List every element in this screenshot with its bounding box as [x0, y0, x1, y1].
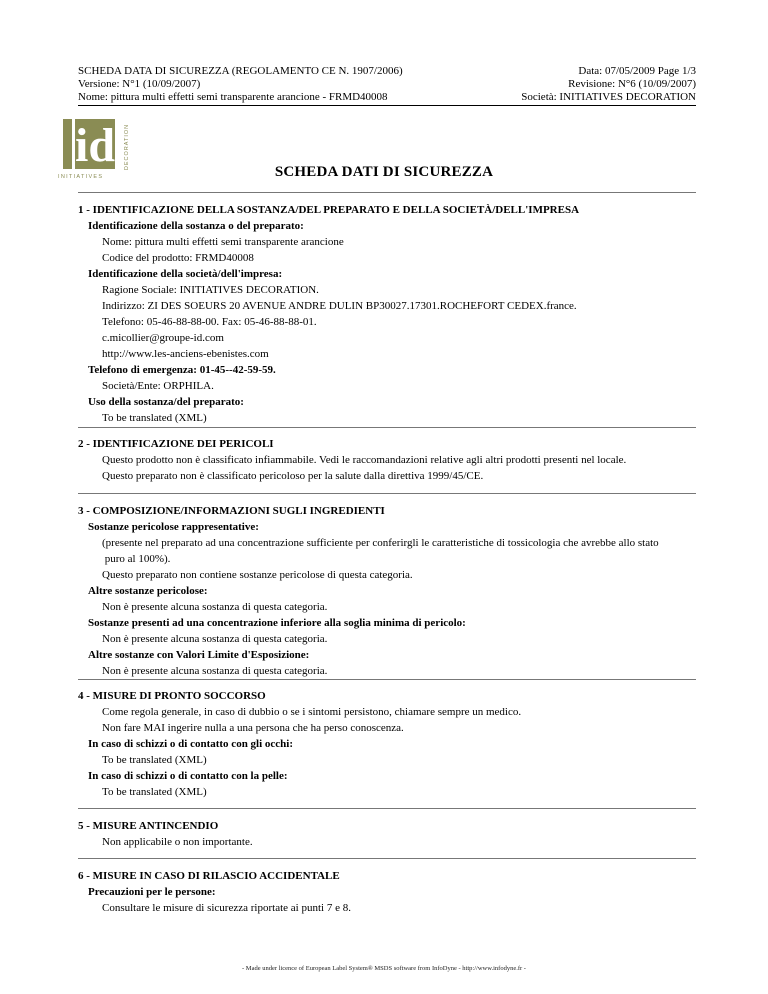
product-code-line: Codice del prodotto: FRMD40008	[102, 252, 254, 264]
logo-side-text: DECORATION	[124, 123, 130, 171]
header-divider	[78, 105, 696, 106]
personal-precautions-heading: Precauzioni per le persone:	[88, 886, 216, 898]
fire-fighting-line: Non applicabile o non importante.	[102, 836, 253, 848]
logo-bottom-text: INITIATIVES	[58, 174, 104, 180]
section-divider	[78, 679, 696, 680]
section-divider	[78, 858, 696, 859]
header-right	[521, 65, 696, 104]
section-divider	[78, 808, 696, 809]
substance-identification-heading: Identificazione della sostanza o del preparato:	[88, 220, 304, 232]
usage-line: To be translated (XML)	[102, 412, 207, 424]
page-footer: - Made under licence of European Label System® MSDS software from InfoDyne - http://www.infodyne.fr -	[242, 965, 526, 972]
section-4	[78, 688, 696, 800]
first-aid-general-line: Come regola generale, in caso di dubbio o se i sintomi persistono, chiamare sempre un medico.	[102, 706, 522, 718]
emergency-phone-heading: Telefono di emergenza: 01-45--42-59-59.	[88, 364, 276, 376]
eye-contact-line: To be translated (XML)	[102, 754, 207, 766]
concentration-note-line: (presente nel preparato ad una concentrazione sufficiente per conferirgli le caratteristiche di tossicologia che avrebbe allo stato	[102, 537, 659, 549]
header-product-name: Nome: pittura multi effetti semi transparente arancione - FRMD40008	[78, 91, 388, 103]
section-6	[78, 868, 696, 916]
company-website-line: http://www.les-anciens-ebenistes.com	[102, 348, 269, 360]
section-divider	[78, 427, 696, 428]
concentration-note-cont: puro al 100%).	[102, 553, 171, 565]
skin-contact-heading: In caso di schizzi o di contatto con la pelle:	[88, 770, 288, 782]
company-name-line: Ragione Sociale: INITIATIVES DECORATION.	[102, 284, 319, 296]
logo-i-stem	[63, 119, 72, 169]
no-dangerous-substances-line: Questo preparato non contiene sostanze pericolose di questa categoria.	[102, 569, 413, 581]
header-left	[78, 65, 403, 104]
emergency-entity-line: Società/Ente: ORPHILA.	[102, 380, 214, 392]
header-version: Versione: N°1 (10/09/2007)	[78, 78, 201, 90]
other-dangerous-line: Non è presente alcuna sostanza di questa categoria.	[102, 601, 328, 613]
document-title: SCHEDA DATI DI SICUREZZA	[274, 164, 494, 180]
section-3-title: 3 - COMPOSIZIONE/INFORMAZIONI SUGLI INGREDIENTI	[78, 505, 385, 517]
section-6-title: 6 - MISURE IN CASO DI RILASCIO ACCIDENTALE	[78, 870, 340, 882]
section-divider	[78, 493, 696, 494]
skin-contact-line: To be translated (XML)	[102, 786, 207, 798]
hazard-line-flammability: Questo prodotto non è classificato infiammabile. Vedi le raccomandazioni relative agli altri prodotti presenti nel locale.	[102, 454, 627, 466]
section-1-title: 1 - IDENTIFICAZIONE DELLA SOSTANZA/DEL PREPARATO E DELLA SOCIETÀ/DELL'IMPRESA	[78, 204, 580, 216]
header-date-page: Data: 07/05/2009 Page 1/3	[578, 65, 696, 77]
section-1	[78, 202, 696, 426]
header-revision: Revisione: N°6 (10/09/2007)	[568, 78, 696, 90]
product-name-line: Nome: pittura multi effetti semi transparente arancione	[102, 236, 344, 248]
section-3	[78, 503, 696, 679]
other-dangerous-heading: Altre sostanze pericolose:	[88, 585, 208, 597]
eye-contact-heading: In caso di schizzi o di contatto con gli occhi:	[88, 738, 294, 750]
company-address-line: Indirizzo: ZI DES SOEURS 20 AVENUE ANDRE DULIN BP30027.17301.ROCHEFORT CEDEX.france.	[102, 300, 577, 312]
section-divider	[78, 192, 696, 193]
below-threshold-heading: Sostanze presenti ad una concentrazione inferiore alla soglia minima di pericolo:	[88, 617, 466, 629]
section-5	[78, 818, 696, 850]
section-2	[78, 436, 696, 484]
dangerous-substances-heading: Sostanze pericolose rappresentative:	[88, 521, 259, 533]
company-email-line: c.micollier@groupe-id.com	[102, 332, 224, 344]
company-phone-line: Telefono: 05-46-88-88-00. Fax: 05-46-88-88-01.	[102, 316, 317, 328]
hazard-line-health: Questo preparato non è classificato pericoloso per la salute dalla direttiva 1999/45/CE.	[102, 470, 484, 482]
header-company: Società: INITIATIVES DECORATION	[521, 91, 696, 103]
usage-heading: Uso della sostanza/del preparato:	[88, 396, 244, 408]
first-aid-ingestion-line: Non fare MAI ingerire nulla a una persona che ha perso conoscenza.	[102, 722, 404, 734]
personal-precautions-line: Consultare le misure di sicurezza riportate ai punti 7 e 8.	[102, 902, 351, 914]
header-regulation: SCHEDA DATA DI SICUREZZA (REGOLAMENTO CE N. 1907/2006)	[78, 65, 403, 77]
section-4-title: 4 - MISURE DI PRONTO SOCCORSO	[78, 690, 266, 702]
exposure-limits-heading: Altre sostanze con Valori Limite d'Esposizione:	[88, 649, 310, 661]
company-identification-heading: Identificazione della società/dell'impresa:	[88, 268, 283, 280]
section-5-title: 5 - MISURE ANTINCENDIO	[78, 820, 219, 832]
section-2-title: 2 - IDENTIFICAZIONE DEI PERICOLI	[78, 438, 274, 450]
below-threshold-line: Non è presente alcuna sostanza di questa categoria.	[102, 633, 328, 645]
exposure-limits-line: Non è presente alcuna sostanza di questa categoria.	[102, 665, 328, 677]
logo-letters: id	[74, 119, 116, 172]
